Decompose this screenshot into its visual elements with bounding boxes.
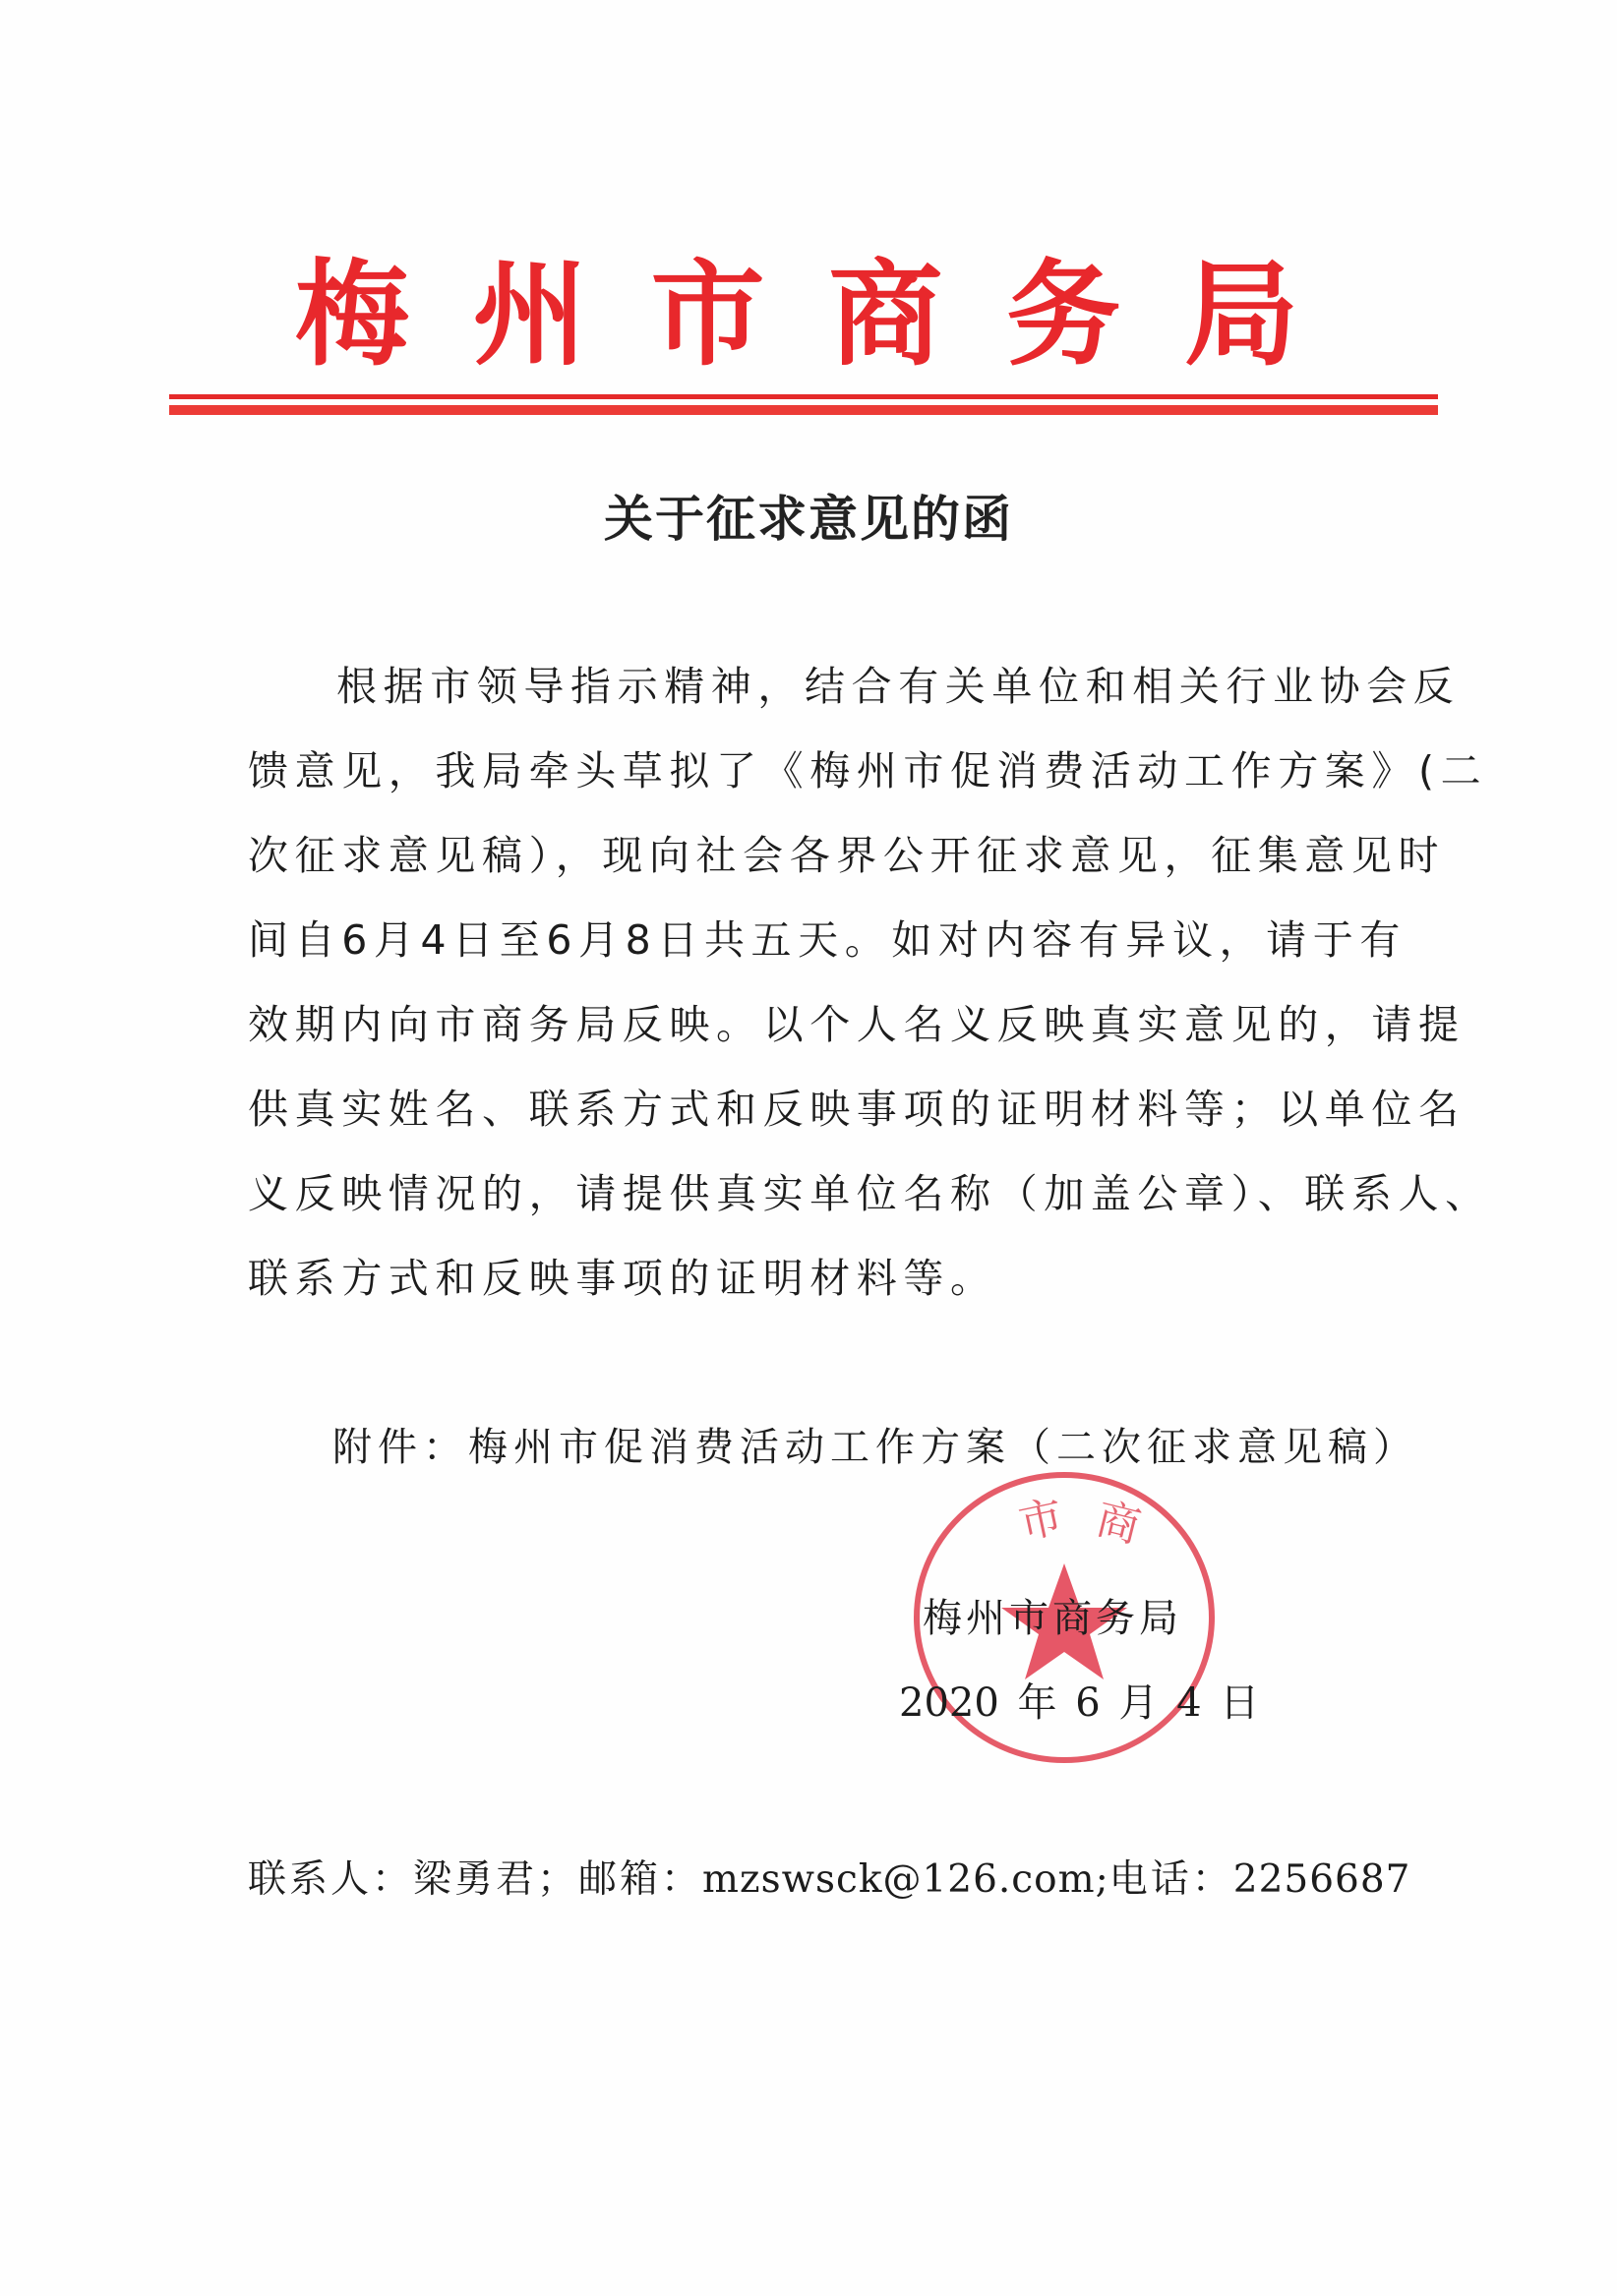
- contact-person-label: 联系人：: [248, 1857, 414, 1902]
- masthead-divider-thick: [169, 405, 1438, 415]
- body-line: 义反映情况的，请提供真实单位名称（加盖公章）、联系人、: [248, 1170, 1492, 1217]
- attachment-note: 附件：梅州市促消费活动工作方案（二次征求意见稿）: [332, 1425, 1418, 1470]
- masthead-char: 务: [1006, 248, 1121, 382]
- body-line: 根据市领导指示精神，结合有关单位和相关行业协会反: [336, 663, 1461, 710]
- contact-email-label: 邮箱：: [578, 1857, 703, 1902]
- signature-date: 2020 年 6 月 4 日: [899, 1680, 1260, 1726]
- masthead-divider-thin: [169, 394, 1438, 399]
- masthead-char: 商: [828, 248, 943, 382]
- masthead-char: 局: [1183, 248, 1298, 382]
- contact-phone: 2256687: [1232, 1857, 1411, 1902]
- body-line: 效期内向市商务局反映。以个人名义反映真实意见的，请提: [248, 1001, 1466, 1048]
- masthead-char: 州: [472, 248, 587, 382]
- body-line: 供真实姓名、联系方式和反映事项的证明材料等；以单位名: [248, 1086, 1466, 1133]
- contact-email[interactable]: mzswsck@126.com;: [702, 1857, 1109, 1902]
- document-body: [248, 644, 1492, 1321]
- body-line: 间自6月4日至6月8日共五天。如对内容有异议，请于有: [248, 916, 1407, 964]
- masthead-org-name: [295, 246, 1298, 383]
- svg-text:商: 商: [1091, 1494, 1146, 1554]
- signature-org: 梅州市商务局: [923, 1596, 1182, 1641]
- contact-phone-label: 电话：: [1108, 1857, 1233, 1902]
- masthead-char: 市: [650, 248, 765, 382]
- body-line: 联系方式和反映事项的证明材料等。: [248, 1255, 997, 1302]
- body-line: 次征求意见稿），现向社会各界公开征求意见，征集意见时: [248, 832, 1446, 879]
- contact-info: [248, 1849, 1410, 1904]
- body-line: 馈意见，我局牵头草拟了《梅州市促消费活动工作方案》(二: [248, 747, 1488, 795]
- contact-person: 梁勇君；: [413, 1857, 579, 1902]
- svg-text:市: 市: [1014, 1491, 1068, 1550]
- document-title: 关于征求意见的函: [604, 490, 1013, 548]
- masthead-char: 梅: [295, 248, 409, 382]
